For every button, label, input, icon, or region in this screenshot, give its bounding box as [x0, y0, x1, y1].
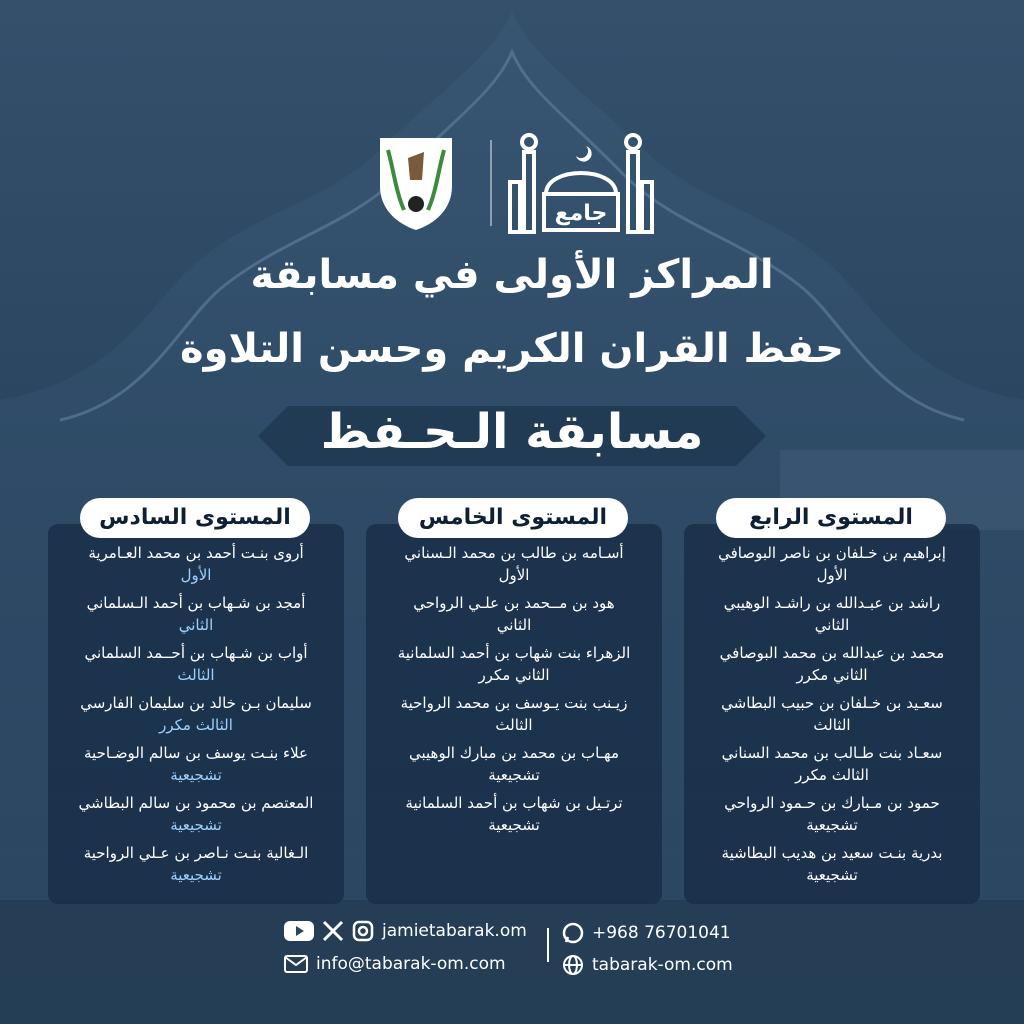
list-item — [366, 792, 662, 836]
list-item — [48, 642, 344, 686]
youtube-icon[interactable] — [284, 920, 314, 942]
entry-rank: الثاني مكرر — [796, 666, 868, 684]
list-item — [684, 592, 980, 636]
entry-rank: تشجيعية — [806, 866, 858, 884]
list-item — [366, 642, 662, 686]
entry-rank: الثاني — [496, 616, 532, 634]
list-item — [684, 642, 980, 686]
list-item — [48, 542, 344, 586]
logo-area — [370, 118, 660, 238]
level-5-title: المستوى الخامس — [398, 498, 628, 538]
x-icon[interactable] — [322, 920, 344, 942]
email-icon — [284, 955, 308, 973]
entry-name: إبراهيم بن خـلفان بن ناصر البوصافي — [718, 544, 946, 562]
list-item — [366, 542, 662, 586]
entry-name: هود بن مــحمد بن علـي الرواحي — [413, 594, 615, 612]
entry-name: أواب بن شـهاب بن أحــمد السلماني — [84, 644, 308, 662]
list-item — [366, 742, 662, 786]
entry-rank: الثالث مكرر — [795, 766, 869, 784]
phone-row — [562, 922, 731, 944]
entry-rank: تشجيعية — [488, 816, 540, 834]
entry-rank: الثالث — [813, 716, 851, 734]
list-item — [366, 692, 662, 736]
entry-name: ترتـيل بن شهاب بن أحمد السلمانية — [405, 794, 623, 812]
entry-rank: الأول — [498, 566, 530, 584]
website-row — [562, 954, 733, 976]
entry-rank: الثالث مكرر — [159, 716, 233, 734]
level-6-list — [48, 540, 344, 892]
entry-rank: الثاني — [178, 616, 214, 634]
entry-name: أروى بنـت أحمد بن محمد العـامرية — [88, 544, 304, 562]
list-item — [684, 692, 980, 736]
entry-name: حمود بن مـبارك بن حـمود الرواحي — [724, 794, 940, 812]
heading-line-2: حفظ القران الكريم وحسن التلاوة — [180, 326, 844, 372]
entry-rank: تشجيعية — [170, 866, 222, 884]
entry-name: المعتصم بن محمود بن سالم البطاشي — [78, 794, 314, 812]
logo-divider — [490, 140, 492, 226]
entry-name: أمجد بن شـهاب بن أحمد الـسلماني — [86, 594, 306, 612]
entry-name: الـغالية بنـت نـاصر بن عـلي الرواحية — [83, 844, 309, 862]
entry-name: الزهراء بنت شهاب بن أحمد السلمانية — [397, 644, 631, 662]
list-item — [684, 792, 980, 836]
entry-rank: الثالث — [177, 666, 215, 684]
list-item — [48, 692, 344, 736]
level-5-list — [366, 540, 662, 842]
footer-separator — [547, 928, 549, 962]
entry-rank: الثالث — [495, 716, 533, 734]
social-row — [284, 920, 527, 942]
list-item — [684, 742, 980, 786]
list-item — [366, 592, 662, 636]
competition-banner: مسابقة الـحـفظ — [320, 404, 704, 460]
whatsapp-icon — [562, 922, 584, 944]
list-item — [48, 742, 344, 786]
entry-name: أسـامه بن طالب بن محمد الـسناني — [404, 544, 624, 562]
mosque-logo — [506, 122, 656, 237]
entry-name: سليمان بـن خالد بن سليمان الفارسي — [80, 694, 312, 712]
entry-name: راشد بن عبـدالله بن راشـد الوهيبي — [723, 594, 941, 612]
entry-name: محمد بن عبدالله بن محمد البوصافي — [719, 644, 945, 662]
entry-rank: تشجيعية — [170, 816, 222, 834]
level-6-title: المستوى السادس — [80, 498, 310, 538]
entry-name: سعـيد بن خـلفان بن حبيب البطاشي — [721, 694, 943, 712]
level-4-title: المستوى الرابع — [716, 498, 946, 538]
email-row — [284, 954, 506, 974]
instagram-icon[interactable] — [352, 920, 374, 942]
website-link[interactable]: tabarak-om.com — [592, 955, 733, 975]
entry-name: سعـاد بنت طـالب بن محمد السناني — [721, 744, 943, 762]
entry-name: مهـاب بن محمد بن مبارك الوهيبي — [408, 744, 619, 762]
list-item — [48, 792, 344, 836]
instagram-handle[interactable]: jamietabarak.om — [382, 921, 527, 941]
list-item — [48, 592, 344, 636]
entry-rank: الثاني — [814, 616, 850, 634]
mosque-logo-text: جامع — [554, 201, 608, 226]
phone-number[interactable]: +968 76701041 — [592, 923, 731, 943]
entry-name: علاء بنـت يوسف بن سالم الوضـاحية — [84, 744, 308, 762]
entry-rank: الثاني مكرر — [478, 666, 550, 684]
level-4-list — [684, 540, 980, 892]
entry-rank: تشجيعية — [170, 766, 222, 784]
email-link[interactable]: info@tabarak-om.com — [316, 954, 506, 974]
heading-line-1: المراكز الأولى في مسابقة — [250, 252, 774, 298]
entry-rank: الأول — [816, 566, 848, 584]
globe-icon — [562, 954, 584, 976]
entry-rank: الأول — [180, 566, 212, 584]
entry-name: بدرية بنـت سعيد بن هديب البطاشية — [721, 844, 943, 862]
list-item — [684, 842, 980, 886]
entry-name: زيـنب بنت يـوسف بن محمد الرواحية — [400, 694, 628, 712]
list-item — [684, 542, 980, 586]
club-crest-logo — [374, 132, 458, 232]
list-item — [48, 842, 344, 886]
entry-rank: تشجيعية — [488, 766, 540, 784]
entry-rank: تشجيعية — [806, 816, 858, 834]
